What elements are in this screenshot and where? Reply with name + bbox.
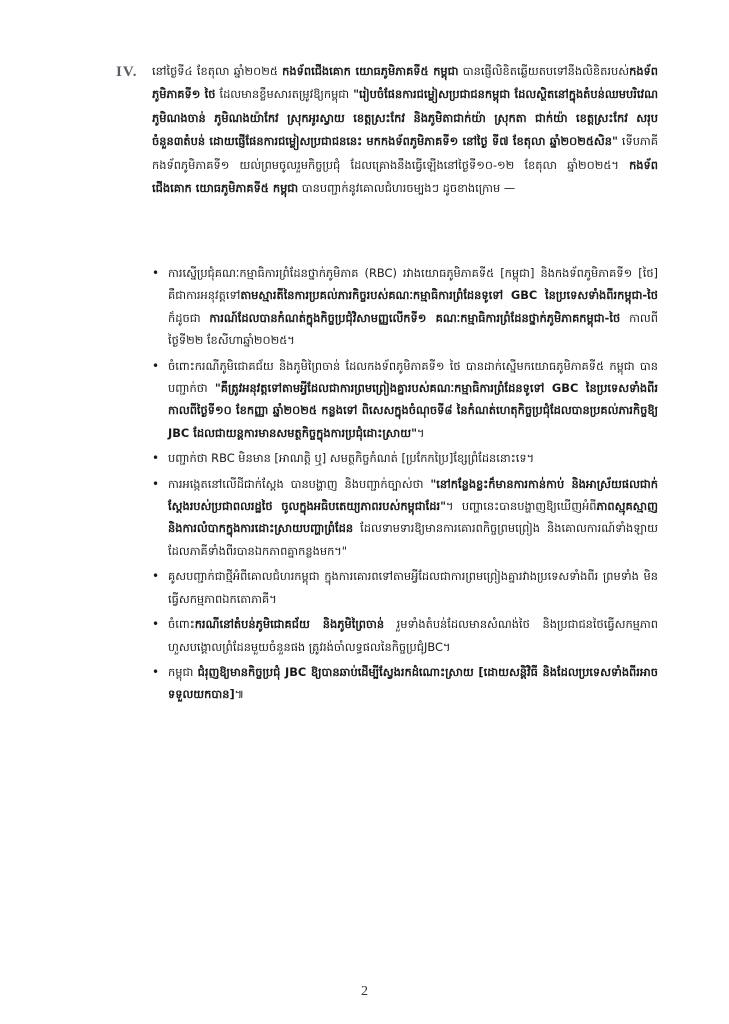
- bullet-bold: ការណ៍ដែលបានកំណត់ក្នុងកិច្ចប្រជុំវិសាមញ្ញលើកទី១ គណៈកម្មាធិការព្រំដែនថ្នាក់ភូមិភាគកម្ពុជា-ថៃ: [209, 310, 621, 325]
- bullet-text: ៕: [234, 687, 245, 702]
- page-number: 2: [361, 984, 368, 999]
- bullet-dot-icon: •: [152, 358, 160, 373]
- bullet-dot-icon: •: [152, 451, 160, 466]
- bullet-item: [152, 473, 658, 563]
- bullet-dot-icon: •: [152, 476, 160, 491]
- bullet-text: កម្ពុជា: [168, 664, 198, 679]
- bullet-item: [152, 355, 658, 445]
- intro-bold-2: កងទ័ពភូមិភាគទី១ ថៃ: [152, 64, 659, 102]
- bullet-bold: តាមស្មារតីនៃការប្រគល់ភារកិច្ចរបស់គណៈកម្មាធិការព្រំដែនទូទៅ GBC នៃប្រទេសទាំងពីរកម្ពុជា-ថៃ: [240, 288, 658, 303]
- bullet-dot-icon: •: [152, 266, 160, 280]
- bullet-bold: ជំរុញឱ្យមានកិច្ចប្រជុំ JBC ឱ្យបានឆាប់ដើម្បីស្វែងរកដំណោះស្រាយ [ដោយសន្តិវិធី និងដែលប្រទេសទាំងពីរអាចទទួលយកបាន]: [168, 664, 658, 702]
- bullet-bold: ករណីនៅតំបន់ភូមិជោគជ័យ និងភូមិព្រៃចាន់: [194, 617, 385, 632]
- bullet-text: ការស្នើប្រជុំគណៈកម្មាធិការព្រំដែនថ្នាក់ភូមិភាគ (RBC) រវាងយោធភូមិភាគទី៥ [កម្ពុជា] និងកងទ័ពភូមិភាគទី១ [ថៃ] គឺជាការអនុវត្តទៅ: [168, 266, 658, 303]
- intro-bold-4: កងទ័ពជើងគោក យោធភូមិភាគទី៥ កម្ពុជា: [152, 157, 658, 196]
- intro-text-4: ទើបភាគីកងទ័ពភូមិភាគទី១ យល់ព្រមចូលរួមកិច្ចប្រជុំ ដែលគ្រោងនឹងធ្វើឡើងនៅថ្ងៃទី១០-១២ ខែតុលា ឆ្នាំ២០២៥។: [152, 134, 658, 172]
- bullet-text: ។ បញ្ហានេះបានបង្ហាញឱ្យឃើញអំពី: [446, 499, 597, 514]
- intro-paragraph: [152, 60, 658, 200]
- bullet-text: ដែលទាមទារឱ្យមានការគោរពកិច្ចព្រមព្រៀង និងគោលការណ៍ទាំងឡាយដែលភាគីទាំងពីរបានឯកភាពគ្នាកន្លងមក។": [168, 521, 658, 558]
- bullet-text: រួមទាំងតំបន់ដែលមានសំណង់ថៃ និងប្រជាជនថៃធ្វើសកម្មភាព ហួសបង្គោលព្រំដែនមួយចំនួនផង ត្រូវរង់ចាំលទ្ធផលនៃកិច្ចប្រជុំJBC។: [168, 617, 658, 654]
- bullet-item: [152, 262, 658, 352]
- bullet-bold: "នៅកន្លែងខ្លះក៏មានការកាន់កាប់ និងអាស្រ័យផលជាក់ស្តែងរបស់ប្រជាពលរដ្ឋថៃ ចូលក្នុងអធិបតេយ្យភាពរបស់កម្ពុជាដែរ": [168, 476, 658, 514]
- bullet-item: [152, 661, 658, 706]
- intro-text-2: បានផ្ញើលិខិតឆ្លើយតបទៅនឹងលិខិតរបស់: [458, 64, 630, 78]
- intro-bold-3: "រៀបចំផែនការជម្លៀសប្រជាជនកម្ពុជា ដែលស្ថិតនៅក្នុងតំបន់ឈមបរិវេណភូមិណងចាន់ ភូមិណងយ៉ាកែវ ស្រុកអូរស្វាយ ខេត្តស្រះកែវ និងភូមិតាជាក់យ៉ា ស្រុកតា ជាក់យ៉ា ខេត្តស្រះកែវ សរុបចំនួន៣តំបន់ ដោយផ្ញើផែនការជម្លៀសប្រជាជននេះ មកកងទ័ពភូមិភាគទី១ នៅថ្ងៃ ទី៧ ខែតុលា ឆ្នាំ២០២៥សិន": [152, 87, 658, 149]
- bullet-item: [152, 565, 658, 610]
- bullet-bold: "គឺត្រូវអនុវត្តទៅតាមអ្វីដែលជាការព្រមព្រៀងគ្នារបស់គណៈកម្មាធិការព្រំដែនទូទៅ GBC នៃប្រទេសទាំងពីរ កាលពីថ្ងៃទី១០ ខែកញ្ញា ឆ្នាំ២០២៥ កន្លងទៅ ពិសេសក្នុងចំណុចទី៨ នៃកំណត់ហេតុកិច្ចប្រជុំដែលបានប្រគល់ភារកិច្ចឱ្យ JBC ដែលជាយន្តការមានសមត្ថកិច្ចក្នុងការប្រជុំដោះស្រាយ": [168, 381, 658, 440]
- intro-text-3: ដែលមានខ្លឹមសារតម្រូវឱ្យកម្ពុជា: [215, 87, 354, 102]
- bullet-dot-icon: •: [152, 569, 160, 584]
- intro-text-5: បានបញ្ជាក់នូវគោលជំហរចម្បងៗ ដូចខាងក្រោម —: [298, 181, 516, 196]
- bullet-bold: ភាពស្មុគស្មាញ និងការលំបាកក្នុងការដោះស្រាយបញ្ហាព្រំដែន: [168, 499, 658, 536]
- position-bullet-list: [152, 262, 658, 709]
- bullet-text: ចំពោះករណីភូមិជោគជ័យ និងភូមិព្រៃចាន់ ដែលកងទ័ពភូមិភាគទី១ ថៃ បានដាក់ស្នើមកយោធភូមិភាគទី៥ កម្ពុជា បានបញ្ជាក់ថា: [168, 358, 658, 396]
- bullet-text: ។: [417, 425, 425, 440]
- bullet-text: បញ្ជាក់ថា RBC មិនមាន [អាណត្តិ ឬ] សមត្ថកិច្ចកំណត់ [ប្រកែកប្រៃ]ខ្សែព្រំដែននោះទេ។: [168, 451, 535, 466]
- bullet-dot-icon: •: [152, 664, 160, 679]
- bullet-text: គូសបញ្ជាក់ជាថ្មីអំពីគោលជំហរកម្ពុជា ក្នុងការគោរពទៅតាមអ្វីដែលជាការព្រមព្រៀងគ្នារវាងប្រទេសទាំងពីរ ព្រមទាំង មិនធ្វើសកម្មភាពឯកតោភាគី។: [168, 569, 658, 606]
- bullet-text: ការអង្កេតនៅលើដីជាក់ស្តែង បានបង្ហាញ និងបញ្ជាក់ច្បាស់ថា: [168, 476, 431, 491]
- intro-text-1: នៅថ្ងៃទី៤ ខែតុលា ឆ្នាំ២០២៥: [152, 64, 283, 78]
- intro-bold-1: កងទ័ពជើងគោក យោធភូមិភាគទី៥ កម្ពុជា: [282, 64, 459, 78]
- bullet-text: កាលពីថ្ងៃទី២២ ខែសីហាឆ្នាំ២០២៥។: [168, 310, 658, 348]
- bullet-item: [152, 613, 658, 658]
- bullet-text: ចំពោះ: [168, 617, 195, 632]
- bullet-item: [152, 447, 658, 469]
- bullet-text: ក៏ដូចជា: [168, 310, 210, 325]
- bullet-dot-icon: •: [152, 617, 160, 632]
- section-number: IV.: [116, 64, 138, 80]
